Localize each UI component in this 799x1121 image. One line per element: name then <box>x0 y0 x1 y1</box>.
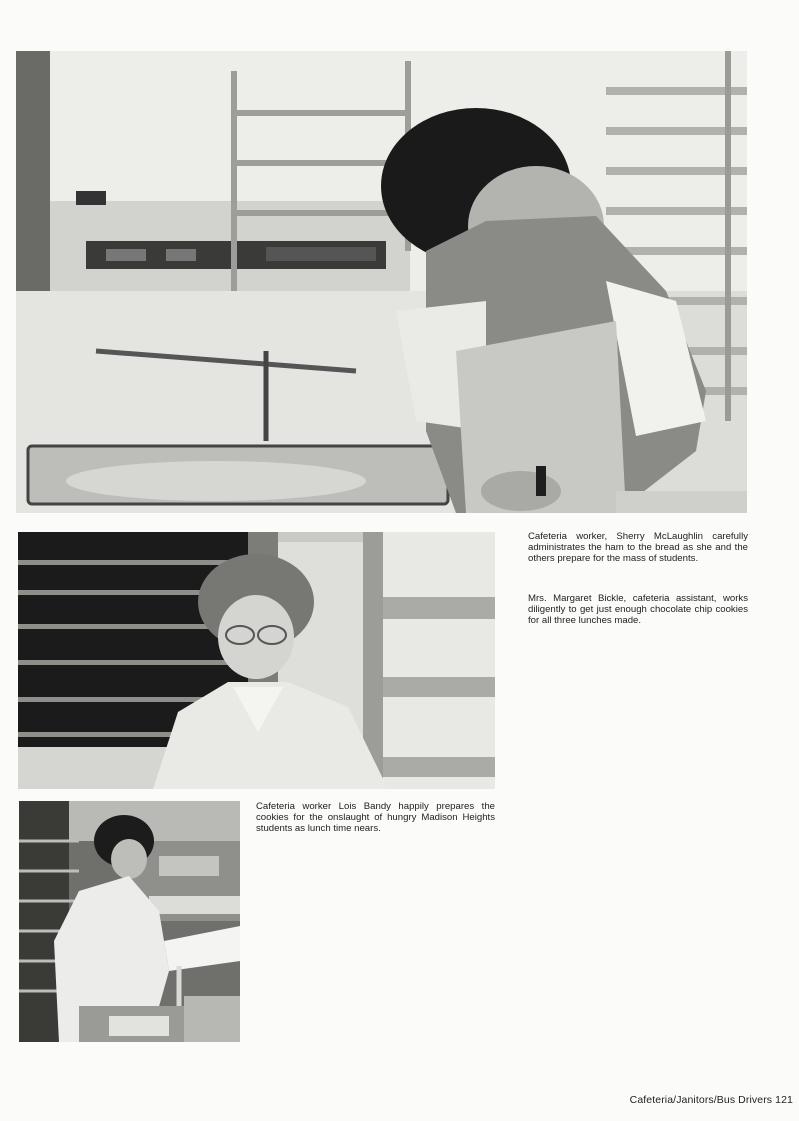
photo-margaret-cookie-racks <box>18 532 495 789</box>
folio-page-number: 121 <box>775 1094 793 1106</box>
caption-lois-bandy: Cafeteria worker Lois Bandy happily prepares the cookies for the onslaught of hungry Madison Heights students as lunch time nears. <box>256 801 495 835</box>
photo-lois-cookie-table <box>19 801 240 1042</box>
folio-section: Cafeteria/Janitors/Bus Drivers <box>629 1094 773 1106</box>
page-folio <box>630 1094 793 1106</box>
photo-sherry-sandwich-line <box>16 51 747 513</box>
caption-sherry-mclaughlin: Cafeteria worker, Sherry McLaughlin carefully administrates the ham to the bread as she and the others prepare for the mass of students. <box>528 531 748 565</box>
caption-margaret-bickle: Mrs. Margaret Bickle, cafeteria assistant, works diligently to get just enough chocolate chip cookies for all three lunches made. <box>528 593 748 627</box>
